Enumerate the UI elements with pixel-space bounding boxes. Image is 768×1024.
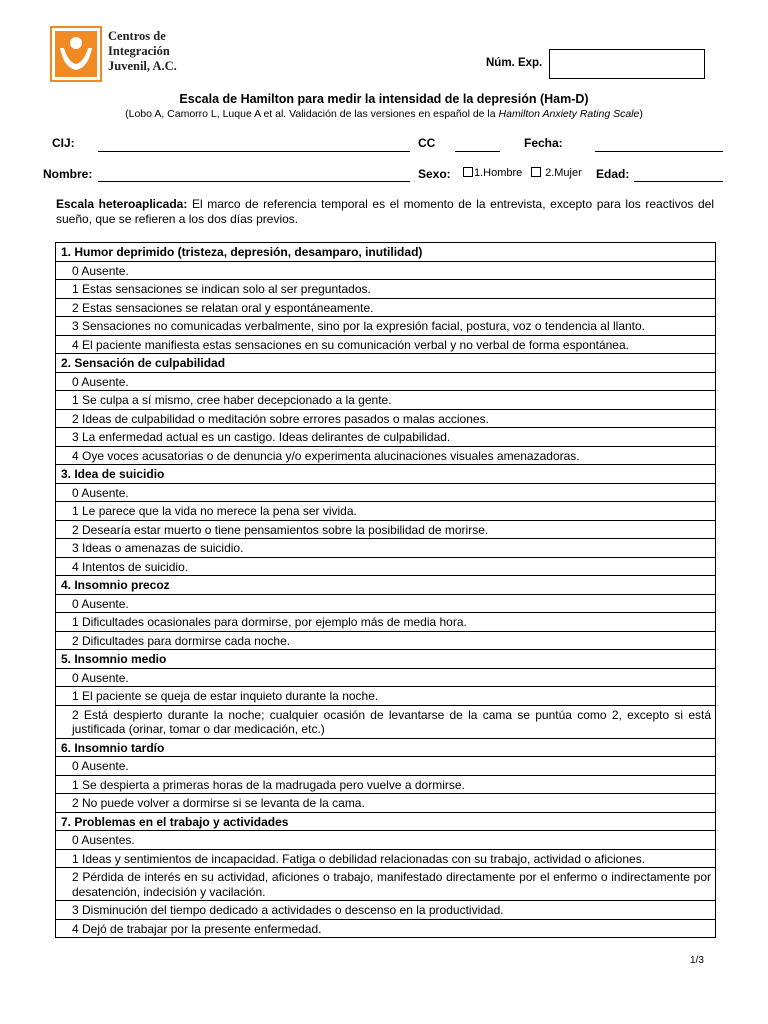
option-row[interactable]: 2 Está despierto durante la noche; cualquier ocasión de levantarse de la cama se puntúa como 2, excepto si está justificada (orinar, tomar o dar medicación, etc.) bbox=[56, 706, 715, 739]
section-header: 5. Insomnio medio bbox=[56, 650, 715, 669]
option-row[interactable]: 4 Oye voces acusatorias o de denuncia y/o experimenta alucinaciones visuales amenazadoras. bbox=[56, 447, 715, 466]
option-row[interactable]: 0 Ausente. bbox=[56, 484, 715, 503]
sexo-mujer-label: 2.Mujer bbox=[545, 167, 582, 179]
option-row[interactable]: 1 El paciente se queja de estar inquieto durante la noche. bbox=[56, 687, 715, 706]
nombre-label: Nombre: bbox=[43, 167, 93, 181]
option-row[interactable]: 1 Dificultades ocasionales para dormirse, por ejemplo más de media hora. bbox=[56, 613, 715, 632]
intro-paragraph bbox=[56, 197, 714, 227]
option-row[interactable]: 1 Se culpa a sí mismo, cree haber decepcionado a la gente. bbox=[56, 391, 715, 410]
section-header: 3. Idea de suicidio bbox=[56, 465, 715, 484]
org-name-line: Centros de bbox=[108, 29, 166, 43]
option-row[interactable]: 1 Se despierta a primeras horas de la madrugada pero vuelve a dormirse. bbox=[56, 776, 715, 795]
org-name-line: Integración bbox=[108, 44, 170, 58]
section-header: 6. Insomnio tardío bbox=[56, 739, 715, 758]
sexo-label: Sexo: bbox=[418, 167, 451, 181]
section-header: 4. Insomnio precoz bbox=[56, 576, 715, 595]
option-row[interactable]: 3 Sensaciones no comunicadas verbalmente, sino por la expresión facial, postura, voz o tendencia al llanto. bbox=[56, 317, 715, 336]
subtitle-text: ) bbox=[639, 108, 643, 120]
numexp-label: Núm. Exp. bbox=[486, 57, 543, 69]
org-logo bbox=[50, 26, 200, 84]
cij-logo-icon bbox=[50, 26, 102, 82]
option-row[interactable]: 4 Dejó de trabajar por la presente enfermedad. bbox=[56, 920, 715, 939]
org-name bbox=[108, 29, 177, 74]
option-row[interactable]: 3 Disminución del tiempo dedicado a actividades o descenso en la productividad. bbox=[56, 901, 715, 920]
sexo-hombre-option[interactable] bbox=[463, 167, 522, 179]
option-row[interactable]: 1 Estas sensaciones se indican solo al ser preguntados. bbox=[56, 280, 715, 299]
sexo-hombre-label: 1.Hombre bbox=[474, 167, 523, 179]
cc-label: CC bbox=[418, 136, 436, 150]
option-row[interactable]: 0 Ausente. bbox=[56, 669, 715, 688]
cc-field[interactable] bbox=[455, 151, 500, 152]
option-row[interactable]: 1 Le parece que la vida no merece la pena ser vivida. bbox=[56, 502, 715, 521]
option-row[interactable]: 3 Ideas o amenazas de suicidio. bbox=[56, 539, 715, 558]
edad-field[interactable] bbox=[634, 181, 723, 182]
option-row[interactable]: 2 Ideas de culpabilidad o meditación sobre errores pasados o malas acciones. bbox=[56, 410, 715, 429]
edad-label: Edad: bbox=[596, 167, 630, 181]
subtitle-text: (Lobo A, Camorro L, Luque A et al. Validación de las versiones en español de la bbox=[125, 108, 499, 120]
page-title: Escala de Hamilton para medir la intensidad de la depresión (Ham-D) bbox=[179, 92, 589, 106]
section-header: 2. Sensación de culpabilidad bbox=[56, 354, 715, 373]
option-row[interactable]: 2 Desearía estar muerto o tiene pensamientos sobre la posibilidad de morirse. bbox=[56, 521, 715, 540]
scale-table bbox=[55, 242, 716, 938]
option-row[interactable]: 2 Pérdida de interés en su actividad, aficiones o trabajo, manifestado directamente por el enfermo o indirectamente por desatención, indecisión y vacilación. bbox=[56, 868, 715, 901]
option-row[interactable]: 2 No puede volver a dormirse si se levanta de la cama. bbox=[56, 794, 715, 813]
checkbox-icon[interactable] bbox=[463, 167, 473, 177]
option-row[interactable]: 1 Ideas y sentimientos de incapacidad. Fatiga o debilidad relacionadas con su trabajo, actividad o aficiones. bbox=[56, 850, 715, 869]
option-row[interactable]: 0 Ausente. bbox=[56, 757, 715, 776]
option-row[interactable]: 0 Ausente. bbox=[56, 373, 715, 392]
option-row[interactable]: 0 Ausente. bbox=[56, 262, 715, 281]
option-row[interactable]: 0 Ausente. bbox=[56, 595, 715, 614]
fecha-field[interactable] bbox=[595, 151, 723, 152]
numexp-input[interactable] bbox=[549, 49, 705, 79]
intro-bold: Escala heteroaplicada: bbox=[56, 197, 188, 211]
cij-label: CIJ: bbox=[52, 136, 75, 150]
option-row[interactable]: 4 El paciente manifiesta estas sensaciones en su comunicación verbal y no verbal de forma espontánea. bbox=[56, 336, 715, 355]
nombre-field[interactable] bbox=[98, 181, 410, 182]
subtitle-italic: Hamilton Anxiety Rating Scale bbox=[498, 108, 640, 120]
fecha-label: Fecha: bbox=[524, 136, 563, 150]
section-header: 7. Problemas en el trabajo y actividades bbox=[56, 813, 715, 832]
option-row[interactable]: 3 La enfermedad actual es un castigo. Ideas delirantes de culpabilidad. bbox=[56, 428, 715, 447]
page-subtitle bbox=[0, 108, 768, 120]
org-name-line: Juvenil, A.C. bbox=[108, 59, 177, 73]
option-row[interactable]: 2 Estas sensaciones se relatan oral y espontáneamente. bbox=[56, 299, 715, 318]
option-row[interactable]: 2 Dificultades para dormirse cada noche. bbox=[56, 632, 715, 651]
option-row[interactable]: 0 Ausentes. bbox=[56, 831, 715, 850]
intro-text: El marco de referencia temporal es el momento de la entrevista, excepto para los reactivos del sueño, que se refieren a los dos días previos. bbox=[56, 197, 715, 226]
option-row[interactable]: 4 Intentos de suicidio. bbox=[56, 558, 715, 577]
section-header: 1. Humor deprimido (tristeza, depresión, desamparo, inutilidad) bbox=[56, 243, 715, 262]
sexo-mujer-option[interactable] bbox=[531, 167, 582, 179]
checkbox-icon[interactable] bbox=[531, 167, 541, 177]
page-number: 1/3 bbox=[690, 955, 704, 966]
cij-field[interactable] bbox=[98, 151, 410, 152]
